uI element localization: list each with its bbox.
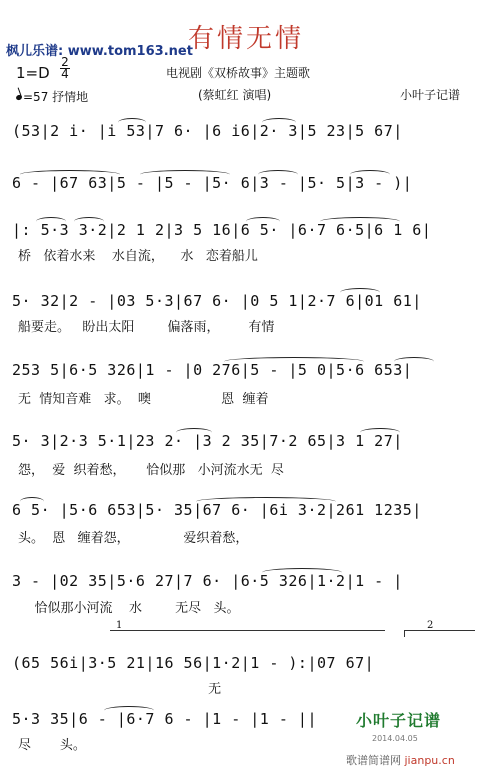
slur-mark [196, 497, 336, 506]
slur-mark [36, 217, 66, 226]
song-title: 有情无情 [188, 24, 305, 54]
score-line-10: 5·3 35|6 - |6·7 6 - |1 - |1 - || [12, 710, 317, 728]
slur-mark [394, 357, 434, 366]
song-subtitle: 电视剧《双桥故事》主题歌 [166, 66, 311, 80]
footer-watermark-en: jianpu.cn [404, 754, 455, 767]
transcriber-signature: 小叶子记谱 [356, 711, 442, 730]
score-line-5: 253 5|6·5 326|1 - |0 276|5 - |5 0|5·6 653| [12, 361, 413, 379]
score-line-8: 3 - |02 35|5·6 27|7 6· |6·5 326|1·2|1 - | [12, 572, 403, 590]
footer-watermark [346, 752, 455, 768]
slur-mark [320, 217, 400, 226]
first-ending-number: 1 [116, 620, 123, 631]
slur-mark [262, 118, 296, 127]
second-ending-number: 2 [427, 620, 434, 631]
lyric-line-1: 桥 依着水来 水自流， 水 恋着船儿 [18, 249, 258, 264]
site-watermark: 枫儿乐谱: www.tom163.net [6, 44, 193, 59]
lyric-line-4: 怨， 爱 织着愁， 恰似那 小河流水无 尽 [18, 463, 284, 478]
lyric-line-2: 船要走。 盼出太阳 偏落雨， 有情 [18, 320, 275, 335]
transcriber-credit: 小叶子记谱 [400, 88, 461, 102]
tempo-marking [16, 88, 88, 105]
score-line-2: 6 - |67 63|5 - |5 - |5· 6|3 - |5· 5|3 - )| [12, 174, 413, 192]
slur-mark [176, 428, 212, 437]
slur-mark [20, 170, 120, 179]
slur-mark [20, 497, 44, 506]
slur-mark [118, 118, 146, 127]
score-line-3: |: 5·3 3·2|2 1 2|3 5 16|6 5· |6·7 6·5|6 1 6| [12, 221, 432, 239]
slur-mark [140, 170, 230, 179]
slur-mark [258, 170, 298, 179]
slur-mark [262, 568, 342, 577]
lyric-line-6: 恰似那小河流 水 无尽 头。 [18, 601, 240, 616]
score-line-4: 5· 32|2 - |03 5·3|67 6· |0 5 1|2·7 6|01 61| [12, 292, 422, 310]
key-signature: 1=D [16, 64, 50, 82]
score-line-7: 6 5· |5·6 653|5· 35|67 6· |6i 3·2|261 1235| [12, 501, 422, 519]
time-signature-top: 2 [61, 55, 69, 69]
lyric-line-8: 尽 头。 [18, 738, 86, 753]
time-signature-bottom: 4 [61, 67, 69, 81]
slur-mark [224, 357, 364, 366]
slur-mark [350, 170, 390, 179]
slur-mark [340, 288, 380, 297]
slur-mark [360, 428, 400, 437]
quarter-note-icon [15, 94, 22, 101]
performer-credit: (蔡虹红 演唱) [198, 88, 272, 102]
score-line-1: (53|2 i· |i 53|7 6· |6 i6|2· 3|5 23|5 67| [12, 122, 403, 140]
lyric-line-3: 无 情知音难 求。 噢 恩 缠着 [18, 392, 269, 407]
date-stamp: 2014.04.05 [372, 734, 418, 743]
slur-mark [104, 706, 154, 715]
slur-mark [74, 217, 104, 226]
second-ending-bracket [404, 620, 475, 637]
lyric-line-5: 头。 恩 缠着怨， 爱织着愁， [18, 531, 249, 546]
footer-watermark-cn: 歌谱简谱网 [346, 754, 401, 767]
first-ending-bracket [110, 620, 385, 637]
slur-mark [246, 217, 280, 226]
lyric-line-7: 无 [18, 682, 222, 697]
score-line-6: 5· 3|2·3 5·1|23 2· |3 2 35|7·2 65|3 1 27| [12, 432, 403, 450]
tempo-text: =57 抒情地 [23, 90, 89, 104]
score-line-9: (65 56i|3·5 21|16 56|1·2|1 - ):|07 67| [12, 654, 375, 672]
time-signature [60, 57, 70, 80]
